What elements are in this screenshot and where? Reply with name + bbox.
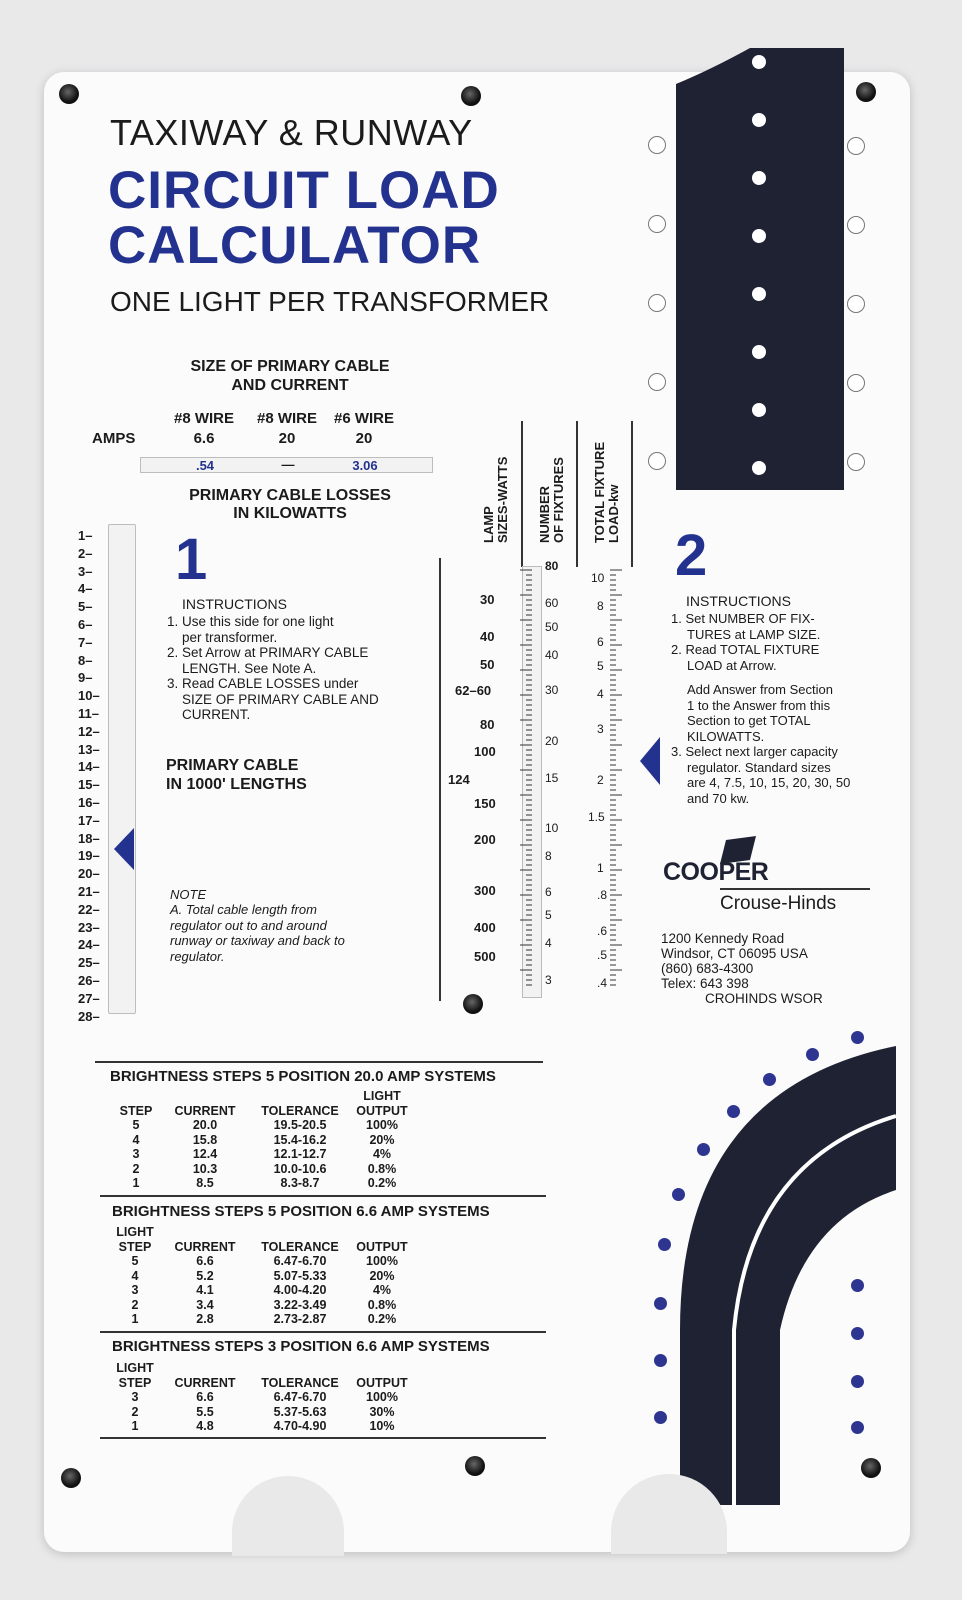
cell: 5.37-5.63 <box>273 1404 327 1419</box>
company-address <box>661 931 823 1006</box>
light-hole-icon <box>847 374 865 392</box>
watts-label: 150 <box>474 796 496 811</box>
table-separator <box>100 1331 546 1333</box>
scale-tick: 23– <box>78 919 100 935</box>
title-subtitle: ONE LIGHT PER TRANSFORMER <box>110 286 550 317</box>
table2 <box>108 1225 412 1327</box>
cell: 2 <box>132 1161 140 1176</box>
section2-number: 2 <box>675 523 708 588</box>
table3-head: TOLERANCE <box>261 1375 339 1390</box>
table2-head-top: LIGHT <box>116 1225 154 1239</box>
cell: 5 <box>132 1118 140 1132</box>
table1-head: OUTPUT <box>356 1103 408 1118</box>
table1-head-top: LIGHT <box>363 1089 401 1103</box>
runway-light-icon <box>851 1375 864 1388</box>
fixtures-label: 6 <box>545 885 552 899</box>
fixtures-label: 50 <box>545 620 559 634</box>
losses-heading2: IN KILOWATTS <box>233 505 347 522</box>
step-line: 2. Read TOTAL FIXTURE <box>671 642 820 657</box>
table-separator <box>95 1061 543 1063</box>
divider-line <box>439 558 441 1001</box>
note-line: regulator out to and around <box>170 917 327 933</box>
fixtures-label: 30 <box>545 683 559 697</box>
cell: 2.8 <box>196 1312 214 1326</box>
cell: 19.5-20.5 <box>273 1118 327 1132</box>
step-line: KILOWATTS. <box>687 728 765 744</box>
light-hole-icon <box>648 215 666 233</box>
step-line: and 70 kw. <box>687 790 750 806</box>
table-row <box>108 1269 412 1284</box>
address-line: 1200 Kennedy Road <box>661 931 785 946</box>
step-line: LOAD at Arrow. <box>687 657 777 673</box>
col-label-fixtures <box>538 457 566 543</box>
wire-col3-amps: 20 <box>355 430 373 447</box>
table3-title: BRIGHTNESS STEPS 3 POSITION 6.6 AMP SYSTEMS <box>112 1338 490 1355</box>
indicator-dot <box>752 461 766 475</box>
table3 <box>108 1361 412 1434</box>
cell: 3.4 <box>196 1297 214 1312</box>
table-row <box>108 1298 412 1313</box>
runway-light-icon <box>851 1279 864 1292</box>
cell: 5 <box>131 1254 139 1268</box>
cell: 4% <box>372 1283 392 1297</box>
scale-tick: 9– <box>78 670 93 686</box>
indicator-dot <box>752 287 766 301</box>
kw-label: 1 <box>597 861 604 875</box>
scale-tick: 22– <box>78 901 100 917</box>
table-row <box>110 1176 412 1191</box>
cell: 3 <box>131 1283 139 1297</box>
section2-instructions-title: INSTRUCTIONS <box>686 593 791 609</box>
title-line1: TAXIWAY & RUNWAY <box>110 112 473 153</box>
cell: 2 <box>131 1404 139 1419</box>
kw-label: 8 <box>597 599 604 613</box>
table2-head: CURRENT <box>174 1239 236 1254</box>
wire-col1-amps: 6.6 <box>193 430 215 447</box>
table1-head: TOLERANCE <box>261 1103 339 1118</box>
scale-tick: 17– <box>78 812 100 828</box>
screw-icon <box>465 1456 485 1476</box>
kw-label: 3 <box>597 722 604 736</box>
indicator-dot <box>752 403 766 417</box>
watts-label: 124 <box>448 772 470 787</box>
cell: 6.47-6.70 <box>273 1254 327 1268</box>
company-division: Crouse-Hinds <box>720 893 837 914</box>
cell: 1 <box>131 1312 139 1326</box>
watts-label: 30 <box>480 592 495 607</box>
light-hole-icon <box>847 453 865 471</box>
runway-light-icon <box>654 1354 667 1367</box>
section1-instructions-title: INSTRUCTIONS <box>182 596 287 612</box>
scale-tick: 15– <box>78 777 100 793</box>
indicator-dot <box>752 113 766 127</box>
scale-tick: 10– <box>78 688 100 704</box>
screw-icon <box>61 1468 81 1488</box>
step-line: Add Answer from Section <box>687 682 833 697</box>
table1-title: BRIGHTNESS STEPS 5 POSITION 20.0 AMP SYSTEMS <box>110 1068 496 1085</box>
cell: 3.22-3.49 <box>273 1297 327 1312</box>
indicator-dot <box>752 345 766 359</box>
cell: 10% <box>369 1419 395 1433</box>
light-hole-icon <box>648 136 666 154</box>
kw-label: 4 <box>597 687 604 701</box>
watts-label: 200 <box>474 832 496 847</box>
screw-icon <box>463 994 483 1014</box>
fixtures-label: 8 <box>545 849 552 863</box>
cell: 5.5 <box>196 1404 214 1419</box>
cell: 0.8% <box>367 1297 397 1312</box>
table3-head: CURRENT <box>174 1375 236 1390</box>
scale-tick: 8– <box>78 652 93 668</box>
runway-light-icon <box>851 1031 864 1044</box>
cell: 20% <box>369 1132 395 1147</box>
scale-tick: 6– <box>78 616 93 632</box>
table-separator <box>100 1195 546 1197</box>
primary-cable-heading2: AND CURRENT <box>231 377 349 394</box>
table-row <box>108 1405 412 1420</box>
watts-label: 80 <box>480 717 495 732</box>
cell: 6.47-6.70 <box>273 1390 327 1404</box>
runway-light-icon <box>658 1238 671 1251</box>
cell: 1 <box>132 1176 140 1190</box>
fixtures-label: 10 <box>545 821 559 835</box>
cell: 100% <box>366 1118 398 1132</box>
step-line: 2. Set Arrow at PRIMARY CABLE <box>167 645 369 660</box>
watts-label: 400 <box>474 920 496 935</box>
company-name: COOPER <box>663 858 769 886</box>
table1 <box>110 1089 412 1191</box>
screw-icon <box>59 84 79 104</box>
table2-head: TOLERANCE <box>261 1239 339 1254</box>
losses-col2-value: — <box>281 457 295 472</box>
table1-head: CURRENT <box>174 1103 236 1118</box>
scale-tick: 7– <box>78 634 93 650</box>
section2-arrow-icon <box>640 737 662 785</box>
table2-title: BRIGHTNESS STEPS 5 POSITION 6.6 AMP SYSTEMS <box>112 1203 490 1220</box>
losses-reading-window[interactable] <box>140 457 433 473</box>
section1-number: 1 <box>175 527 208 592</box>
table-row <box>108 1283 412 1298</box>
step-line: TURES at LAMP SIZE. <box>687 626 821 642</box>
step-line: 3. Read CABLE LOSSES under <box>167 676 359 691</box>
indicator-dot <box>752 55 766 69</box>
light-hole-icon <box>648 294 666 312</box>
cell: 4 <box>132 1132 140 1147</box>
wire-col3-label: #6 WIRE <box>333 410 394 427</box>
col-label-line: LOAD-kw <box>606 484 621 543</box>
runway-light-icon <box>654 1411 667 1424</box>
cell: 4.8 <box>196 1419 214 1433</box>
table-row <box>110 1133 412 1148</box>
cell: 3 <box>131 1390 139 1404</box>
scale-tick: 16– <box>78 794 100 810</box>
step-line: 1. Set NUMBER OF FIX- <box>671 611 815 626</box>
fixtures-label: 4 <box>545 936 552 950</box>
kw-label: .8 <box>597 888 608 902</box>
note-line: regulator. <box>170 948 225 964</box>
scale-tick: 28– <box>78 1008 100 1024</box>
title-line2: CIRCUIT LOAD <box>108 161 500 220</box>
kw-label: 1.5 <box>588 810 605 824</box>
scale-tick: 2– <box>78 545 93 561</box>
address-line: Telex: 643 398 <box>661 976 749 991</box>
cell: 4.1 <box>196 1283 214 1297</box>
step-line: 3. Select next larger capacity <box>671 744 838 759</box>
scale-tick: 12– <box>78 723 100 739</box>
cell: 0.2% <box>367 1312 397 1326</box>
col-label-kw <box>593 442 621 543</box>
section1-arrow-icon <box>114 828 136 870</box>
indicator-dot <box>752 171 766 185</box>
table-row <box>110 1118 412 1133</box>
runway-light-icon <box>851 1421 864 1434</box>
table-row <box>108 1419 412 1434</box>
step-line: 1 to the Answer from this <box>687 697 831 713</box>
runway-light-icon <box>697 1143 710 1156</box>
cell: 8.5 <box>196 1176 214 1190</box>
cell: 4.00-4.20 <box>273 1283 327 1297</box>
scale-tick: 27– <box>78 990 100 1006</box>
cell: 30% <box>369 1404 395 1419</box>
table-separator <box>100 1437 546 1439</box>
scale-tick: 21– <box>78 883 100 899</box>
wire-col2-label: #8 WIRE <box>256 410 317 427</box>
slide-ticks <box>490 560 640 1005</box>
step-line: regulator. Standard sizes <box>687 759 831 775</box>
col-label-line: OF FIXTURES <box>551 457 566 543</box>
scale-tick: 14– <box>78 759 100 775</box>
step-line: are 4, 7.5, 10, 15, 20, 30, 50 <box>687 775 851 790</box>
step-line: LENGTH. See Note A. <box>182 660 317 676</box>
step-line: Section to get TOTAL <box>687 713 811 728</box>
col-label-lamp <box>482 457 510 543</box>
scale-tick: 5– <box>78 599 93 615</box>
logo-rule <box>720 888 870 890</box>
cell: 4.70-4.90 <box>273 1419 327 1433</box>
col-label-line: SIZES-WATTS <box>495 456 510 543</box>
cell: 100% <box>366 1390 398 1404</box>
cell: 12.1-12.7 <box>273 1147 327 1161</box>
primary-cable-heading1: SIZE OF PRIMARY CABLE <box>190 358 390 375</box>
table2-head: STEP <box>118 1239 152 1254</box>
kw-label: .4 <box>597 976 608 990</box>
cell: 5.07-5.33 <box>273 1268 327 1283</box>
table3-head: STEP <box>118 1375 152 1390</box>
col-label-line: TOTAL FIXTURE <box>592 441 607 543</box>
large-one-graphic <box>670 44 850 494</box>
section1-steps <box>167 614 437 723</box>
cell: 15.4-16.2 <box>273 1132 327 1147</box>
note-line: runway or taxiway and back to <box>170 933 345 948</box>
table3-head: OUTPUT <box>356 1375 408 1390</box>
watts-label: 62–60 <box>455 683 492 698</box>
cable-length-slider[interactable] <box>108 524 136 1014</box>
cell: 2.73-2.87 <box>273 1312 327 1326</box>
address-line: (860) 683-4300 <box>661 961 754 976</box>
step-line: per transformer. <box>182 629 278 645</box>
step-line: 1. Use this side for one light <box>167 614 334 629</box>
watts-label: 100 <box>474 744 496 759</box>
cell: 0.8% <box>367 1161 397 1176</box>
amps-label: AMPS <box>92 430 136 447</box>
runway-light-icon <box>851 1327 864 1340</box>
cell: 6.6 <box>196 1390 214 1404</box>
table-row <box>108 1312 412 1327</box>
scale-tick: 11– <box>78 705 99 721</box>
runway-light-icon <box>727 1105 740 1118</box>
scale-tick: 26– <box>78 972 100 988</box>
step-line: CURRENT. <box>182 707 251 722</box>
scale-tick: 25– <box>78 955 100 971</box>
cell: 8.3-8.7 <box>280 1176 320 1190</box>
fixtures-label: 15 <box>545 771 559 785</box>
kw-label: 10 <box>591 571 605 585</box>
cell: 6.6 <box>196 1254 214 1268</box>
cell: 1 <box>131 1419 139 1433</box>
cell: 3 <box>132 1147 140 1161</box>
scale-tick: 20– <box>78 866 100 882</box>
light-hole-icon <box>847 216 865 234</box>
runway-light-icon <box>672 1188 685 1201</box>
cable-label2: IN 1000' LENGTHS <box>166 776 307 793</box>
table-row <box>110 1162 412 1177</box>
kw-label: 5 <box>597 659 604 673</box>
address-line: CROHINDS WSOR <box>705 991 823 1006</box>
col-label-line: NUMBER <box>537 485 552 543</box>
watts-label: 500 <box>474 949 496 964</box>
light-hole-icon <box>648 452 666 470</box>
cell: 12.4 <box>192 1147 218 1161</box>
note-line: A. Total cable length from <box>170 902 317 917</box>
fixtures-label: 3 <box>545 973 552 987</box>
cell: 0.2% <box>367 1176 397 1190</box>
indicator-dot <box>752 229 766 243</box>
watts-label: 300 <box>474 883 496 898</box>
cell: 10.0-10.6 <box>273 1161 327 1176</box>
cell: 20% <box>369 1268 395 1283</box>
scale-tick: 13– <box>78 741 100 757</box>
fixtures-label: 80 <box>545 559 559 573</box>
cell: 10.3 <box>192 1161 218 1176</box>
light-hole-icon <box>847 137 865 155</box>
kw-label: .6 <box>597 924 608 938</box>
cell: 20.0 <box>192 1118 218 1132</box>
table3-head-top: LIGHT <box>116 1361 154 1375</box>
cell: 100% <box>366 1254 398 1268</box>
kw-label: 6 <box>597 635 604 649</box>
cell: 15.8 <box>192 1132 218 1147</box>
scale-tick: 1– <box>78 528 93 543</box>
runway-light-icon <box>763 1073 776 1086</box>
cell: 2 <box>131 1297 139 1312</box>
address-line: Windsor, CT 06095 USA <box>661 946 808 961</box>
fixtures-label: 5 <box>545 908 552 922</box>
table-row <box>110 1147 412 1162</box>
section2-steps <box>671 611 891 806</box>
table2-head: OUTPUT <box>356 1239 408 1254</box>
kw-label: 2 <box>597 773 604 787</box>
step-line: SIZE OF PRIMARY CABLE AND <box>182 691 379 707</box>
scale-tick: 4– <box>78 581 93 597</box>
wire-col1-label: #8 WIRE <box>173 410 234 427</box>
light-hole-icon <box>648 373 666 391</box>
table-row <box>108 1390 412 1405</box>
fixtures-label: 40 <box>545 648 559 662</box>
slide-header-divider <box>576 421 578 567</box>
fixtures-label: 60 <box>545 596 559 610</box>
fixtures-label: 20 <box>545 734 559 748</box>
runway-light-icon <box>806 1048 819 1061</box>
scale-tick: 18– <box>78 830 100 846</box>
losses-heading1: PRIMARY CABLE LOSSES <box>189 487 391 504</box>
scale-tick: 3– <box>78 563 93 579</box>
losses-col3-value: 3.06 <box>352 458 378 473</box>
watts-label: 50 <box>480 657 495 672</box>
losses-col1-value: .54 <box>195 458 215 473</box>
note-text <box>170 902 430 964</box>
title-line3: CALCULATOR <box>108 216 482 275</box>
screw-icon <box>856 82 876 102</box>
runway-graphic <box>650 1030 910 1505</box>
scale-tick: 24– <box>78 937 100 953</box>
cell: 4 <box>131 1268 139 1283</box>
cell: 5.2 <box>196 1268 214 1283</box>
cell: 4% <box>372 1147 392 1161</box>
cable-label1: PRIMARY CABLE <box>166 757 299 774</box>
scale-tick: 19– <box>78 848 100 864</box>
light-hole-icon <box>847 295 865 313</box>
table1-head: STEP <box>119 1103 153 1118</box>
note-title: NOTE <box>170 887 207 902</box>
runway-light-icon <box>654 1297 667 1310</box>
kw-label: .5 <box>597 948 608 962</box>
table-row <box>108 1254 412 1269</box>
col-label-line: LAMP <box>481 506 496 543</box>
wire-col2-amps: 20 <box>278 430 296 447</box>
watts-label: 40 <box>480 629 495 644</box>
screw-icon <box>461 86 481 106</box>
